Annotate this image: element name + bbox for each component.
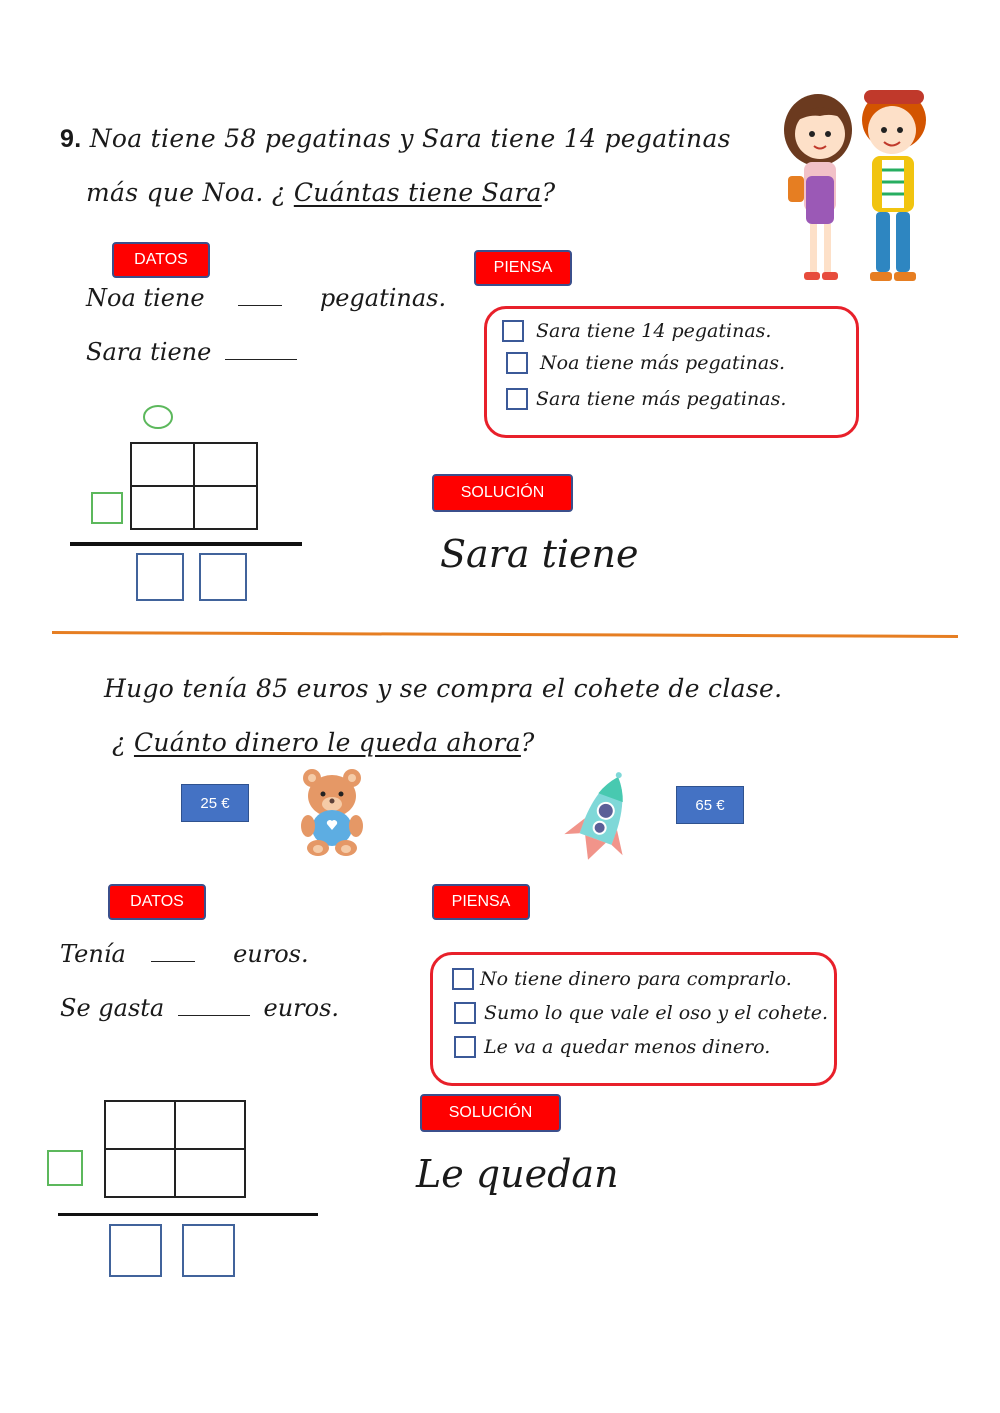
operation-sign-box-2[interactable] bbox=[47, 1150, 83, 1186]
solution-text-2: Le quedan bbox=[416, 1152, 619, 1196]
grid-cell[interactable] bbox=[105, 1101, 175, 1149]
sara-tiene-text: Sara tiene bbox=[86, 338, 212, 366]
result-box-tens-1[interactable] bbox=[136, 553, 184, 601]
problem2-question: Cuánto dinero le queda ahora bbox=[133, 728, 521, 757]
grid-cell[interactable] bbox=[131, 486, 194, 529]
girls-illustration bbox=[776, 86, 948, 288]
problem2-question-mark: ? bbox=[520, 728, 535, 757]
solution-text-1: Sara tiene bbox=[440, 532, 639, 576]
option-2-3[interactable] bbox=[454, 1036, 770, 1058]
option-1-2[interactable] bbox=[506, 352, 785, 374]
piensa-label-1: PIENSA bbox=[474, 250, 572, 286]
checkbox[interactable] bbox=[506, 352, 528, 374]
option-2-2[interactable] bbox=[454, 1002, 828, 1024]
option-1-1[interactable] bbox=[502, 320, 771, 342]
noa-tiene-text: Noa tiene bbox=[86, 284, 205, 312]
checkbox[interactable] bbox=[454, 1002, 476, 1024]
pegatinas-text: pegatinas. bbox=[319, 284, 447, 312]
checkbox[interactable] bbox=[506, 388, 528, 410]
grid-cell[interactable] bbox=[194, 443, 257, 486]
option-text: Le va a quedar menos dinero. bbox=[484, 1036, 771, 1058]
option-text: Noa tiene más pegatinas. bbox=[540, 352, 786, 374]
result-box-units-1[interactable] bbox=[199, 553, 247, 601]
problem2-statement: Hugo tenía 85 euros y se compra el cohete de clase. bbox=[104, 674, 783, 703]
grid-cell[interactable] bbox=[175, 1149, 245, 1197]
grid-cell[interactable] bbox=[105, 1149, 175, 1197]
grid-cell[interactable] bbox=[175, 1101, 245, 1149]
noa-blank[interactable] bbox=[238, 304, 282, 306]
operation-sign-oval[interactable] bbox=[140, 402, 176, 432]
grid-cell[interactable] bbox=[194, 486, 257, 529]
operation-line-2 bbox=[58, 1213, 318, 1216]
number-grid-1[interactable] bbox=[130, 442, 258, 530]
piensa-label-2: PIENSA bbox=[432, 884, 530, 920]
result-box-tens-2[interactable] bbox=[109, 1224, 162, 1277]
rocket-icon bbox=[560, 770, 642, 878]
datos-label-2: DATOS bbox=[108, 884, 206, 920]
price-rocket: 65 € bbox=[676, 786, 744, 824]
problem1-question-mark: ? bbox=[541, 178, 556, 207]
operation-line-1 bbox=[70, 542, 302, 546]
data-line-noa bbox=[86, 284, 446, 312]
checkbox[interactable] bbox=[454, 1036, 476, 1058]
teddy-bear-icon bbox=[296, 766, 368, 858]
operation-sign-box-1[interactable] bbox=[91, 492, 123, 524]
gasta-blank[interactable] bbox=[178, 1014, 250, 1016]
problem1-line1 bbox=[60, 124, 731, 154]
problem1-question-prefix: más que Noa. ¿ bbox=[86, 178, 294, 207]
solucion-label-1: SOLUCIÓN bbox=[432, 474, 573, 512]
price-bear: 25 € bbox=[181, 784, 249, 822]
checkbox[interactable] bbox=[502, 320, 524, 342]
option-text: No tiene dinero para comprarlo. bbox=[480, 968, 792, 990]
data-line-gasta bbox=[60, 994, 339, 1022]
problem1-statement: Noa tiene 58 pegatinas y Sara tiene 14 pegatinas bbox=[89, 124, 731, 153]
solucion-label-2: SOLUCIÓN bbox=[420, 1094, 561, 1132]
result-box-units-2[interactable] bbox=[182, 1224, 235, 1277]
option-text: Sumo lo que vale el oso y el cohete. bbox=[484, 1002, 829, 1024]
option-text: Sara tiene 14 pegatinas. bbox=[536, 320, 772, 342]
sara-blank[interactable] bbox=[225, 358, 297, 360]
datos-label-1: DATOS bbox=[112, 242, 210, 278]
tenia-text: Tenía bbox=[60, 940, 126, 968]
euros-text: euros. bbox=[263, 994, 340, 1022]
tenia-blank[interactable] bbox=[151, 960, 195, 962]
option-1-3[interactable] bbox=[506, 388, 786, 410]
euros-text: euros. bbox=[233, 940, 309, 968]
problem1-line2 bbox=[86, 178, 555, 207]
problem1-question: Cuántas tiene Sara bbox=[293, 178, 542, 207]
problem2-question-prefix: ¿ bbox=[112, 728, 134, 757]
grid-cell[interactable] bbox=[131, 443, 194, 486]
data-line-sara bbox=[86, 338, 303, 366]
se-gasta-text: Se gasta bbox=[60, 994, 165, 1022]
checkbox[interactable] bbox=[452, 968, 474, 990]
number-grid-2[interactable] bbox=[104, 1100, 246, 1198]
problem2-line2 bbox=[112, 728, 535, 757]
option-2-1[interactable] bbox=[452, 968, 792, 990]
section-divider bbox=[52, 631, 958, 638]
data-line-tenia bbox=[60, 940, 309, 968]
problem-number: 9. bbox=[60, 125, 82, 153]
option-text: Sara tiene más pegatinas. bbox=[536, 388, 787, 410]
